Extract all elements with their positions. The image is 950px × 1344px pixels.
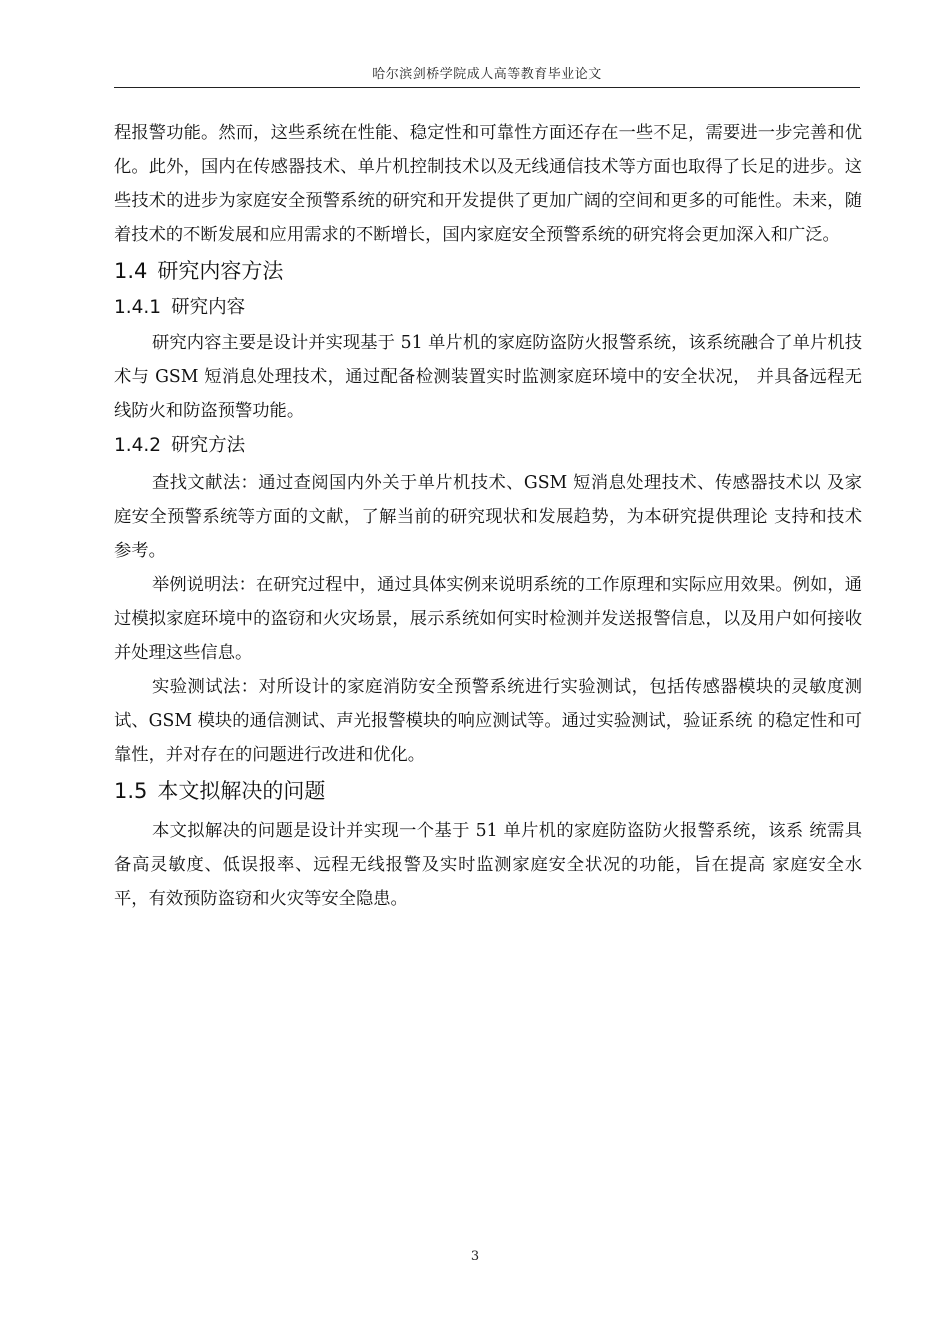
page-header: 哈尔滨剑桥学院成人高等教育毕业论文 (372, 67, 602, 82)
research-content-paragraph: 研究内容主要是设计并实现基于 51 单片机的家庭防盗防火报警系统，该系统融合了单片机技术与 GSM 短消息处理技术，通过配备检测装置实时监测家庭环境中的安全状况， 并具备远程无线防火和防盗预警功能。 (114, 333, 862, 421)
section-title: 研究内容方法 (157, 259, 284, 283)
section-number: 1.4 (114, 259, 148, 283)
section-title: 本文拟解决的问题 (157, 779, 326, 803)
subsection-number: 1.4.1 (114, 297, 162, 318)
method-example-paragraph: 举例说明法：在研究过程中，通过具体实例来说明系统的工作原理和实际应用效果。例如，通过模拟家庭环境中的盗窃和火灾场景，展示系统如何实时检测并发送报警信息，以及用户如何接收并处理这些信息。 (114, 575, 862, 663)
method-experiment-paragraph: 实验测试法：对所设计的家庭消防安全预警系统进行实验测试，包括传感器模块的灵敏度测试、GSM 模块的通信测试、声光报警模块的响应测试等。通过实验测试，验证系统 的稳定性和可靠性，并对存在的问题进行改进和优化。 (114, 677, 862, 765)
subsection-heading-1-4-2 (114, 434, 862, 458)
subsection-title: 研究方法 (171, 435, 246, 456)
section-number: 1.5 (114, 779, 148, 803)
section-heading-1-4 (114, 258, 862, 284)
problem-paragraph: 本文拟解决的问题是设计并实现一个基于 51 单片机的家庭防盗防火报警系统，该系 统需具备高灵敏度、低误报率、远程无线报警及实时监测家庭安全状况的功能，旨在提高 家庭安全水平，有效预防盗窃和火灾等安全隐患。 (114, 821, 862, 909)
intro-paragraph: 程报警功能。然而，这些系统在性能、稳定性和可靠性方面还存在一些不足，需要进一步完善和优化。此外，国内在传感器技术、单片机控制技术以及无线通信技术等方面也取得了长足的进步。这些技术的进步为家庭安全预警系统的研究和开发提供了更加广阔的空间和更多的可能性。未来，随着技术的不断发展和应用需求的不断增长，国内家庭安全预警系统的研究将会更加深入和广泛。 (114, 123, 862, 245)
header-divider (114, 87, 860, 88)
method-literature-paragraph: 查找文献法：通过查阅国内外关于单片机技术、GSM 短消息处理技术、传感器技术以 及家庭安全预警系统等方面的文献，了解当前的研究现状和发展趋势，为本研究提供理论 支持和技术参考。 (114, 473, 862, 561)
subsection-number: 1.4.2 (114, 435, 162, 456)
page-number: 3 (470, 1249, 480, 1264)
subsection-heading-1-4-1 (114, 296, 862, 320)
section-heading-1-5 (114, 778, 862, 804)
subsection-title: 研究内容 (171, 297, 246, 318)
document-body (114, 116, 862, 916)
